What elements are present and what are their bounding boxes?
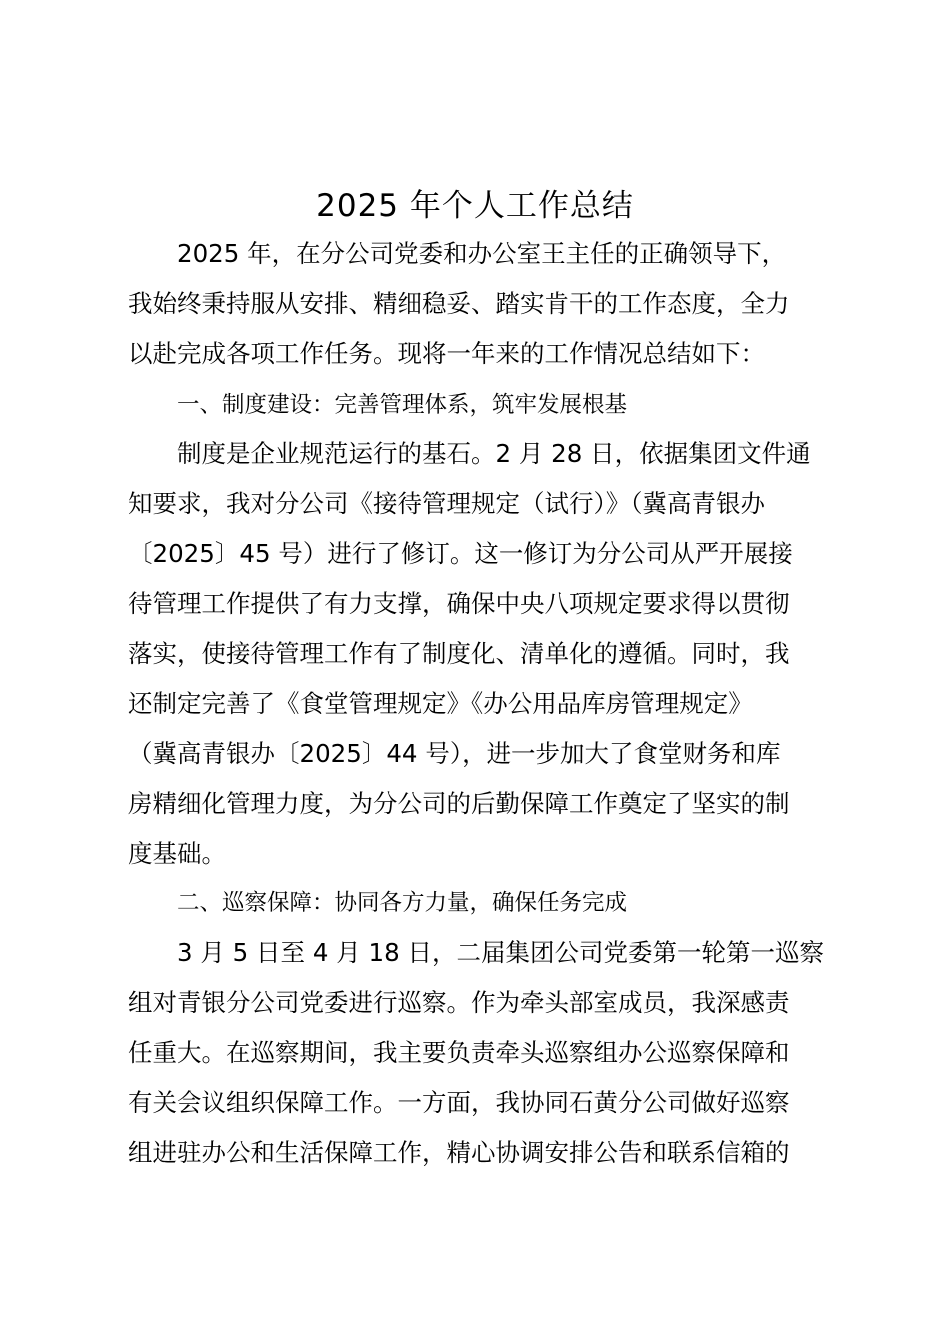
paragraph-line: 待管理工作提供了有力支撑，确保中央八项规定要求得以贯彻: [128, 589, 790, 618]
paragraph-line: 组进驻办公和生活保障工作，精心协调安排公告和联系信箱的: [128, 1138, 790, 1167]
paragraph-line: 落实，使接待管理工作有了制度化、清单化的遵循。同时，我: [128, 639, 790, 668]
paragraph-line: 知要求，我对分公司《接待管理规定（试行）》（冀高青银办: [128, 489, 765, 518]
section-heading-2: 二、巡察保障：协同各方力量，确保任务完成: [177, 890, 628, 916]
paragraph-line: 〔2025〕45 号）进行了修订。这一修订为分公司从严开展接: [128, 539, 793, 568]
paragraph-line: 以赴完成各项工作任务。现将一年来的工作情况总结如下：: [128, 339, 765, 368]
section-heading-1: 一、制度建设：完善管理体系，筑牢发展根基: [177, 392, 628, 418]
paragraph-line: 有关会议组织保障工作。一方面，我协同石黄分公司做好巡察: [128, 1088, 790, 1117]
paragraph-line: 还制定完善了《食堂管理规定》《办公用品库房管理规定》: [128, 689, 753, 718]
paragraph-line: 我始终秉持服从安排、精细稳妥、踏实肯干的工作态度，全力: [128, 289, 790, 318]
document-title: 2025 年个人工作总结: [316, 188, 634, 224]
paragraph-line: 组对青银分公司党委进行巡察。作为牵头部室成员，我深感责: [128, 988, 790, 1017]
paragraph-line: 3 月 5 日至 4 月 18 日，二届集团公司党委第一轮第一巡察: [177, 938, 824, 967]
paragraph-line: 度基础。: [128, 839, 226, 868]
paragraph-line: 任重大。在巡察期间，我主要负责牵头巡察组办公巡察保障和: [128, 1038, 790, 1067]
paragraph-line: 2025 年，在分公司党委和办公室王主任的正确领导下，: [177, 239, 787, 268]
paragraph-line: 制度是企业规范运行的基石。2 月 28 日，依据集团文件通: [177, 439, 811, 468]
paragraph-line: （冀高青银办〔2025〕44 号），进一步加大了食堂财务和库: [128, 739, 781, 768]
paragraph-line: 房精细化管理力度，为分公司的后勤保障工作奠定了坚实的制: [128, 789, 790, 818]
